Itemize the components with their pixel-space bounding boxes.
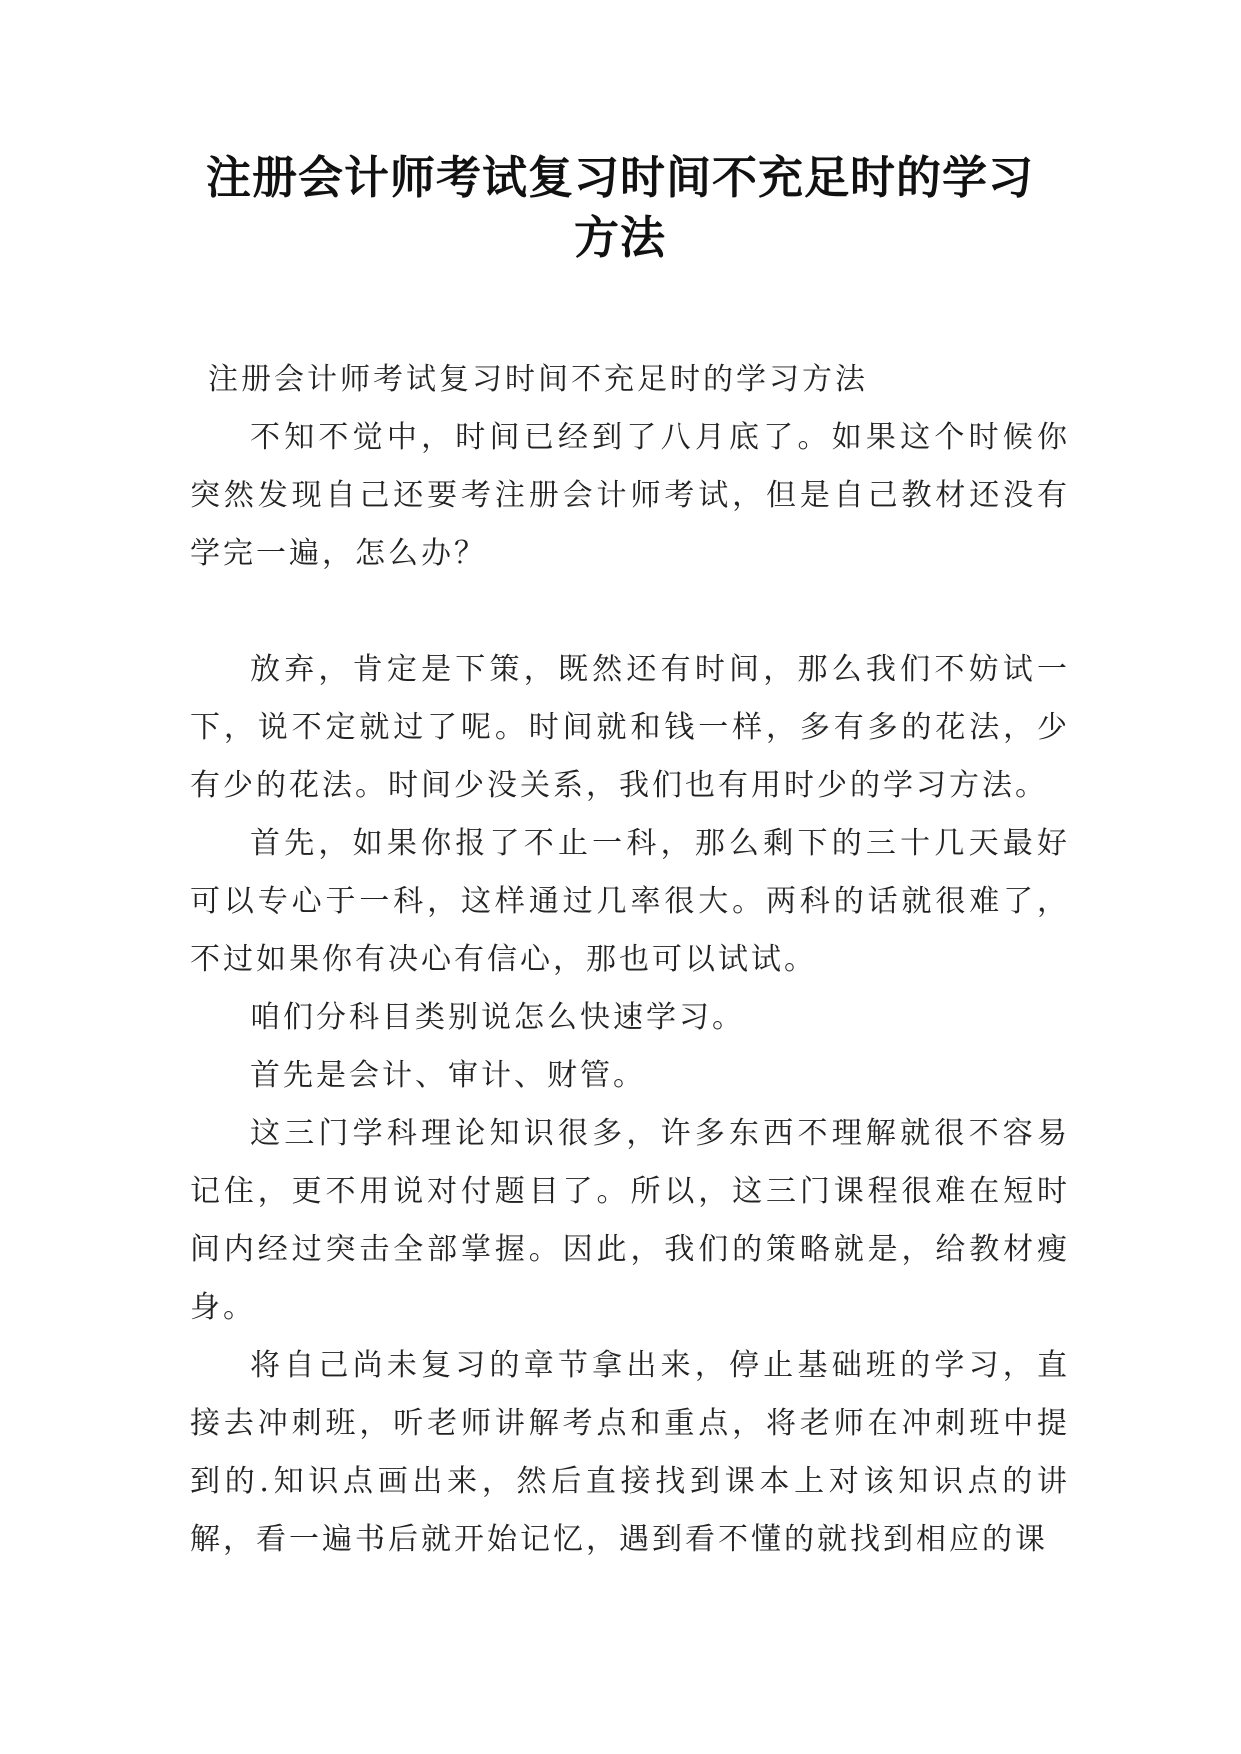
title-line-2: 方法 — [573, 211, 666, 264]
document-body — [190, 351, 1070, 1569]
paragraph-strategy: 这三门学科理论知识很多，许多东西不理解就很不容易记住，更不用说对付题目了。所以，这三门课程很难在短时间内经过突击全部掌握。因此，我们的策略就是，给教材瘦身。 — [190, 1116, 1070, 1325]
document-title — [150, 148, 1090, 268]
paragraph-method: 将自己尚未复习的章节拿出来，停止基础班的学习，直接去冲刺班，听老师讲解考点和重点，将老师在冲刺班中提到的.知识点画出来，然后直接找到课本上对该知识点的讲解，看一遍书后就开始记忆，遇到看不懂的就找到相应的课 — [190, 1348, 1070, 1557]
paragraph-by-category: 咱们分科目类别说怎么快速学习。 — [250, 1000, 745, 1035]
paragraph-subjects-list: 首先是会计、审计、财管。 — [250, 1058, 646, 1093]
paragraph-intro: 不知不觉中，时间已经到了八月底了。如果这个时候你突然发现自己还要考注册会计师考试，但是自己教材还没有学完一遍，怎么办？ — [190, 420, 1070, 571]
paragraph-give-up: 放弃，肯定是下策，既然还有时间，那么我们不妨试一下，说不定就过了呢。时间就和钱一样，多有多的花法，少有少的花法。时间少没关系，我们也有用时少的学习方法。 — [190, 652, 1070, 803]
title-line-1: 注册会计师考试复习时间不充足时的学习 — [205, 151, 1034, 204]
subtitle-paragraph: 注册会计师考试复习时间不充足时的学习方法 — [208, 362, 868, 397]
paragraph-first-subject: 首先，如果你报了不止一科，那么剩下的三十几天最好可以专心于一科，这样通过几率很大。两科的话就很难了，不过如果你有决心有信心，那也可以试试。 — [190, 826, 1070, 977]
